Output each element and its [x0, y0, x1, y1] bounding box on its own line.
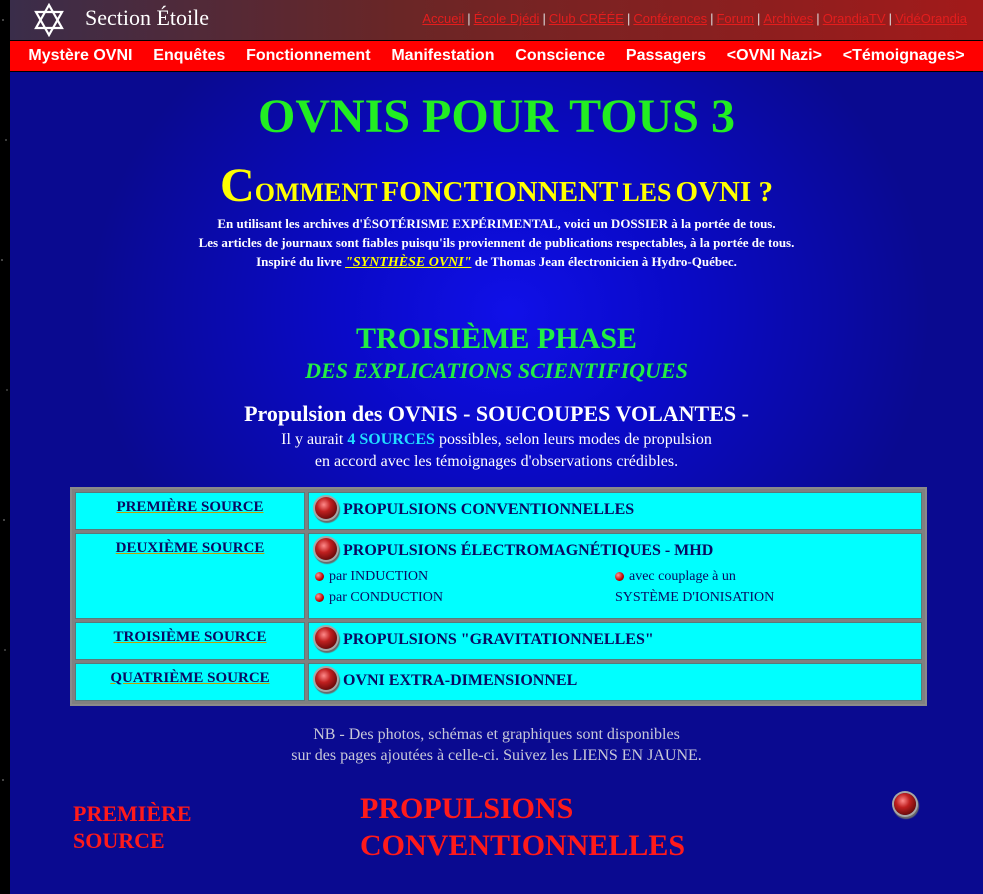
separator: | [467, 11, 471, 26]
source-label-link[interactable]: QUATRIÈME SOURCE [110, 670, 270, 686]
intro-fragment: de Thomas Jean électronicien à Hydro-Québec. [474, 254, 737, 269]
nav-conscience[interactable]: Conscience [515, 47, 606, 64]
nav-passagers[interactable]: Passagers [625, 47, 706, 64]
phase-subtitle: DES EXPLICATIONS SCIENTIFIQUES [305, 358, 688, 383]
subtitle-word: OMMENT [254, 178, 378, 207]
link-conferences[interactable]: Conférences [633, 11, 708, 26]
red-orb-icon [315, 668, 337, 690]
page-title: OVNIS POUR TOUS 3 [258, 90, 735, 143]
intro-text [10, 214, 983, 272]
propulsion-line: en accord avec les témoignages d'observations crédibles. [314, 453, 679, 470]
book-link[interactable]: "SYNTHÈSE OVNI" [345, 255, 472, 270]
separator: | [542, 11, 546, 26]
star-of-david-icon[interactable] [32, 3, 66, 37]
separator: | [710, 11, 714, 26]
site-title[interactable]: Section Étoile [85, 5, 210, 30]
red-orb-icon [894, 793, 916, 815]
phase-title: TROISIÈME PHASE [356, 322, 637, 355]
source-label-cell [75, 663, 305, 701]
table-row [75, 663, 922, 701]
red-orb-icon [315, 627, 337, 649]
table-row [75, 622, 922, 660]
separator: | [757, 11, 761, 26]
link-club-creee[interactable]: Club CRÉÉE [548, 11, 624, 26]
intro-fragment: Inspiré du livre [256, 254, 342, 269]
intro-line [10, 252, 983, 272]
main-content [10, 72, 983, 894]
header-bar [10, 0, 983, 40]
separator: | [888, 11, 892, 26]
nav-temoignages[interactable]: <Témoignages> [842, 47, 965, 64]
nb-line: NB - Des photos, schémas et graphiques sont disponibles [313, 726, 680, 743]
red-dot-icon [315, 572, 324, 581]
propulsion-fragment: Il y aurait [281, 431, 344, 448]
source-label-cell [75, 492, 305, 530]
nav-fonctionnement[interactable]: Fonctionnement [246, 47, 371, 64]
link-archives[interactable]: Archives [763, 11, 814, 26]
separator: | [816, 11, 820, 26]
sub-col-right [615, 566, 915, 608]
sources-count-highlight: 4 SOURCES [347, 431, 435, 448]
sub-option-ionisation[interactable]: avec couplage à un [629, 569, 736, 584]
link-accueil[interactable]: Accueil [422, 11, 465, 26]
source-label-link[interactable]: PREMIÈRE SOURCE [116, 499, 264, 515]
red-dot-icon [315, 593, 324, 602]
subtitle-word: LES [622, 178, 672, 207]
intro-line: Les articles de journaux sont fiables puisqu'ils proviennent de publications respectables, à la portée de tous. [198, 235, 795, 250]
section-title-line: PROPULSIONS [360, 792, 574, 825]
page-subtitle [10, 159, 983, 212]
propulsion-fragment: possibles, selon leurs modes de propulsion [438, 431, 712, 448]
link-forum[interactable]: Forum [716, 11, 755, 26]
table-row [75, 533, 922, 619]
source-value[interactable]: PROPULSIONS ÉLECTROMAGNÉTIQUES - MHD [343, 542, 714, 559]
section-title-line: CONVENTIONNELLES [360, 829, 686, 862]
nav-enquetes[interactable]: Enquêtes [153, 47, 226, 64]
top-links [422, 11, 967, 26]
propulsion-line [10, 429, 983, 451]
source-value-cell [308, 533, 922, 619]
section-label-line: PREMIÈRE [73, 801, 192, 826]
source-label-cell [75, 622, 305, 660]
source-label-link[interactable]: TROISIÈME SOURCE [113, 629, 267, 645]
sub-option-ionisation-label: SYSTÈME D'IONISATION [615, 590, 775, 605]
red-dot-icon [615, 572, 624, 581]
sources-table [70, 487, 927, 706]
section-label-line: SOURCE [73, 828, 165, 853]
section-title [360, 790, 685, 864]
nav-mystere-ovni[interactable]: Mystère OVNI [28, 47, 133, 64]
nav-manifestation[interactable]: Manifestation [391, 47, 495, 64]
subtitle-initial: C [220, 159, 255, 212]
source-value-cell [308, 492, 922, 530]
red-orb-icon [315, 497, 337, 519]
subtitle-word: FONCTIONNENT [381, 176, 619, 208]
table-row [75, 492, 922, 530]
intro-line: En utilisant les archives d'ÉSOTÉRISME EXPÉRIMENTAL, voici un DOSSIER à la portée de tous. [217, 216, 776, 231]
red-orb-icon [315, 538, 337, 560]
list-item [315, 587, 615, 608]
nav-ovni-nazi[interactable]: <OVNI Nazi> [726, 47, 822, 64]
link-videorandia[interactable]: VidéOrandia [894, 11, 967, 26]
nb-line: sur des pages ajoutées à celle-ci. Suivez les LIENS EN JAUNE. [291, 747, 702, 764]
main-nav [10, 40, 983, 71]
source-value-cell [308, 663, 922, 701]
list-item [615, 566, 915, 587]
sub-col-left [315, 566, 615, 608]
sub-option-induction[interactable]: par INDUCTION [329, 569, 429, 584]
source-value[interactable]: PROPULSIONS CONVENTIONNELLES [343, 501, 635, 518]
sub-option-conduction[interactable]: par CONDUCTION [329, 590, 443, 605]
source-value[interactable]: PROPULSIONS "GRAVITATIONNELLES" [343, 631, 654, 648]
separator: | [626, 11, 631, 26]
list-item [315, 566, 615, 587]
link-orandiatv[interactable]: OrandiaTV [822, 11, 886, 26]
source-value[interactable]: OVNI EXTRA-DIMENSIONNEL [343, 672, 578, 689]
source-label-link[interactable]: DEUXIÈME SOURCE [115, 540, 265, 556]
sub-options [315, 566, 915, 608]
subtitle-word: OVNI ? [675, 176, 773, 208]
propulsion-text [10, 429, 983, 473]
source-value-cell [308, 622, 922, 660]
section-source-label [73, 800, 192, 854]
source-label-cell [75, 533, 305, 619]
propulsion-heading: Propulsion des OVNIS - SOUCOUPES VOLANTES - [244, 401, 749, 426]
link-ecole-djedi[interactable]: École Djédi [473, 11, 540, 26]
nb-note [10, 724, 983, 766]
